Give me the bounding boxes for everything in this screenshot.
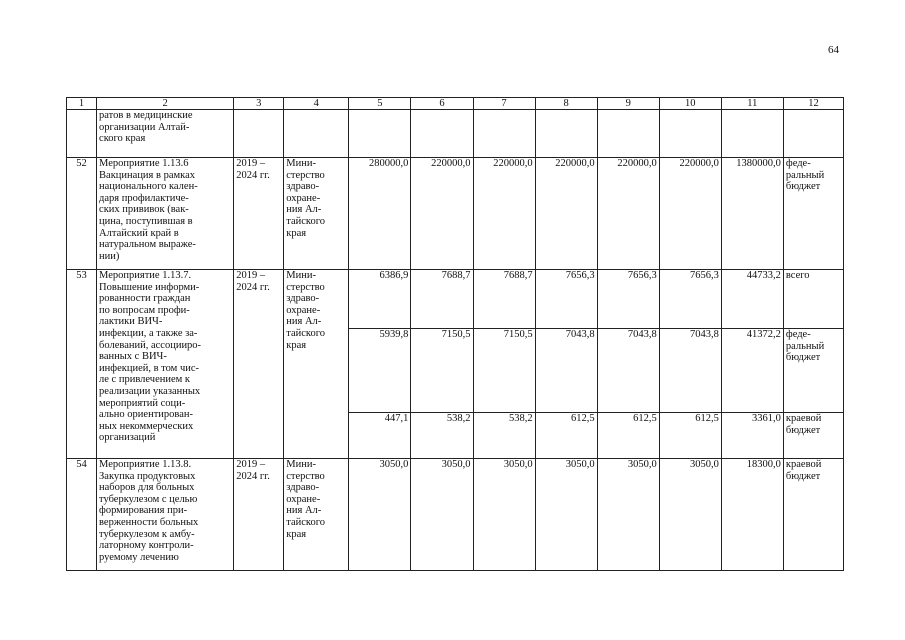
executor-line: ния Ал- xyxy=(286,204,322,216)
executor-line: Мини- xyxy=(286,270,316,281)
header-cell: 12 xyxy=(783,98,843,110)
value-cell: 220000,0 xyxy=(411,158,473,270)
header-cell: 9 xyxy=(597,98,659,110)
measure-name-line: Мероприятие 1.13.8. xyxy=(99,459,192,470)
measure-name-line: Мероприятие 1.13.7. xyxy=(99,270,192,281)
empty-cell xyxy=(597,110,659,158)
measure-name-line: цина, поступившая в xyxy=(99,215,193,227)
header-cell: 4 xyxy=(284,98,349,110)
measure-name-line: национального кален- xyxy=(99,181,198,193)
executor-line: здраво- xyxy=(286,482,320,494)
measure-name-line: туберкулезом к амбу- xyxy=(99,528,195,540)
funding-source-cell xyxy=(783,329,843,413)
value-cell: 447,1 xyxy=(349,413,411,459)
value-cell: 3361,0 xyxy=(721,413,783,459)
measure-name-line: ванных с ВИЧ- xyxy=(99,351,167,363)
measure-name-line: туберкулезом с целью xyxy=(99,493,198,505)
value-cell: 3050,0 xyxy=(659,459,721,571)
empty-cell xyxy=(783,110,843,158)
table-row xyxy=(67,110,844,158)
value-cell: 7656,3 xyxy=(535,270,597,329)
executor-line: охране- xyxy=(286,304,321,316)
row-index-cell: 52 xyxy=(67,158,97,270)
funding-source-cell xyxy=(783,158,843,270)
value-cell: 3050,0 xyxy=(473,459,535,571)
row-index-cell: 53 xyxy=(67,270,97,459)
value-cell: 538,2 xyxy=(473,413,535,459)
executor-line: Мини- xyxy=(286,158,316,169)
value-cell: 612,5 xyxy=(597,413,659,459)
value-cell: 3050,0 xyxy=(411,459,473,571)
executor-line: края xyxy=(286,528,307,540)
table-row xyxy=(67,158,844,270)
value-cell: 3050,0 xyxy=(349,459,411,571)
funding-source-line: всего xyxy=(785,270,810,281)
measure-name-line: организации Алтай- xyxy=(99,121,190,133)
row-index-cell: 54 xyxy=(67,459,97,571)
executor-line: охране- xyxy=(286,192,321,204)
empty-cell xyxy=(284,110,349,158)
years-cell xyxy=(234,270,284,459)
budget-table xyxy=(66,97,844,571)
executor-line: ния Ал- xyxy=(286,505,322,517)
value-cell: 7043,8 xyxy=(535,329,597,413)
header-cell: 3 xyxy=(234,98,284,110)
funding-source-line: краевой xyxy=(785,413,822,424)
header-cell: 10 xyxy=(659,98,721,110)
value-cell: 7656,3 xyxy=(597,270,659,329)
executor-line: ния Ал- xyxy=(286,316,322,328)
funding-source-line: бюджет xyxy=(785,181,821,193)
measure-name-line: латорному контроли- xyxy=(99,540,194,552)
measure-name-line: Вакцинация в рамках xyxy=(99,169,195,181)
measure-name-line: руемому лечению xyxy=(99,551,179,563)
value-cell: 280000,0 xyxy=(349,158,411,270)
executor-line: здраво- xyxy=(286,181,320,193)
measure-name-line: ных некоммерческих xyxy=(99,420,194,432)
measure-name-line: инфекции, а также за- xyxy=(99,327,198,339)
header-cell: 2 xyxy=(97,98,234,110)
header-cell: 8 xyxy=(535,98,597,110)
page-number: 64 xyxy=(828,44,839,56)
executor-cell xyxy=(284,158,349,270)
funding-source-cell xyxy=(783,459,843,571)
empty-cell xyxy=(721,110,783,158)
funding-source-line: краевой xyxy=(785,459,822,470)
funding-source-line: ральный xyxy=(785,340,825,352)
value-cell: 41372,2 xyxy=(721,329,783,413)
funding-source-line: феде- xyxy=(785,158,811,169)
value-cell: 220000,0 xyxy=(659,158,721,270)
executor-line: тайского xyxy=(286,215,326,227)
executor-line: Мини- xyxy=(286,459,316,470)
header-cell: 11 xyxy=(721,98,783,110)
funding-source-line: бюджет xyxy=(785,424,821,436)
value-cell: 1380000,0 xyxy=(721,158,783,270)
value-cell: 7688,7 xyxy=(411,270,473,329)
empty-cell xyxy=(659,110,721,158)
measure-name-line: формирования при- xyxy=(99,505,188,517)
executor-line: здраво- xyxy=(286,293,320,305)
value-cell: 220000,0 xyxy=(535,158,597,270)
value-cell: 612,5 xyxy=(659,413,721,459)
value-cell: 7150,5 xyxy=(473,329,535,413)
value-cell: 7150,5 xyxy=(411,329,473,413)
header-cell: 5 xyxy=(349,98,411,110)
measure-name-cell xyxy=(97,270,234,459)
funding-source-line: бюджет xyxy=(785,470,821,482)
row-index-cell xyxy=(67,110,97,158)
value-cell: 538,2 xyxy=(411,413,473,459)
measure-name-line: Повышение информи- xyxy=(99,281,200,293)
header-cell: 6 xyxy=(411,98,473,110)
measure-name-line: Закупка продуктовых xyxy=(99,470,196,482)
measure-name-line: инфекцией, в том чис- xyxy=(99,362,200,374)
measure-name-line: верженности больных xyxy=(99,516,199,528)
measure-name-line: Мероприятие 1.13.6 xyxy=(99,158,189,169)
years-line: 2024 гг. xyxy=(236,281,270,293)
value-cell: 220000,0 xyxy=(597,158,659,270)
table-row xyxy=(67,270,844,329)
funding-source-line: ральный xyxy=(785,169,825,181)
measure-name-cell xyxy=(97,110,234,158)
measure-name-line: наборов для больных xyxy=(99,482,195,494)
measure-name-line: болеваний, ассоцииро- xyxy=(99,339,202,351)
measure-name-line: организаций xyxy=(99,432,156,444)
executor-line: края xyxy=(286,339,307,351)
value-cell: 44733,2 xyxy=(721,270,783,329)
value-cell: 6386,9 xyxy=(349,270,411,329)
funding-source-cell xyxy=(783,270,843,329)
executor-line: стерство xyxy=(286,281,325,293)
funding-source-line: бюджет xyxy=(785,352,821,364)
measure-name-line: ле с привлечением к xyxy=(99,374,190,386)
measure-name-line: ского края xyxy=(99,133,146,145)
measure-name-line: реализации указанных xyxy=(99,385,201,397)
value-cell: 7688,7 xyxy=(473,270,535,329)
measure-name-line: ских прививок (вак- xyxy=(99,204,189,216)
measure-name-line: нии) xyxy=(99,250,120,262)
header-cell: 1 xyxy=(67,98,97,110)
years-line: 2019 – xyxy=(236,158,266,169)
measure-name-line: мероприятий соци- xyxy=(99,397,186,409)
measure-name-cell xyxy=(97,459,234,571)
value-cell: 7043,8 xyxy=(597,329,659,413)
value-cell: 18300,0 xyxy=(721,459,783,571)
executor-line: края xyxy=(286,227,307,239)
header-cell: 7 xyxy=(473,98,535,110)
measure-name-line: ально ориентирован- xyxy=(99,409,194,421)
value-cell: 7043,8 xyxy=(659,329,721,413)
measure-name-line: даря профилактиче- xyxy=(99,192,189,204)
executor-cell xyxy=(284,270,349,459)
empty-cell xyxy=(535,110,597,158)
empty-cell xyxy=(411,110,473,158)
measure-name-cell xyxy=(97,158,234,270)
years-cell xyxy=(234,459,284,571)
measure-name-line: Алтайский край в xyxy=(99,227,179,239)
table-row xyxy=(67,459,844,571)
funding-source-line: феде- xyxy=(785,329,811,340)
value-cell: 3050,0 xyxy=(535,459,597,571)
funding-source-cell xyxy=(783,413,843,459)
executor-line: стерство xyxy=(286,169,325,181)
years-line: 2019 – xyxy=(236,459,266,470)
measure-name-line: по вопросам профи- xyxy=(99,304,190,316)
empty-cell xyxy=(473,110,535,158)
measure-name-line: ратов в медицинские xyxy=(99,110,193,121)
header-row xyxy=(67,98,844,110)
measure-name-line: натуральном выраже- xyxy=(99,239,196,251)
value-cell: 220000,0 xyxy=(473,158,535,270)
empty-cell xyxy=(349,110,411,158)
executor-line: стерство xyxy=(286,470,325,482)
years-cell xyxy=(234,158,284,270)
value-cell: 5939,8 xyxy=(349,329,411,413)
value-cell: 7656,3 xyxy=(659,270,721,329)
value-cell: 612,5 xyxy=(535,413,597,459)
executor-cell xyxy=(284,459,349,571)
measure-name-line: рованности граждан xyxy=(99,293,191,305)
years-line: 2019 – xyxy=(236,270,266,281)
executor-line: тайского xyxy=(286,327,326,339)
value-cell: 3050,0 xyxy=(597,459,659,571)
years-line: 2024 гг. xyxy=(236,470,270,482)
years-line: 2024 гг. xyxy=(236,169,270,181)
executor-line: тайского xyxy=(286,516,326,528)
measure-name-line: лактики ВИЧ- xyxy=(99,316,163,328)
executor-line: охране- xyxy=(286,493,321,505)
empty-cell xyxy=(234,110,284,158)
